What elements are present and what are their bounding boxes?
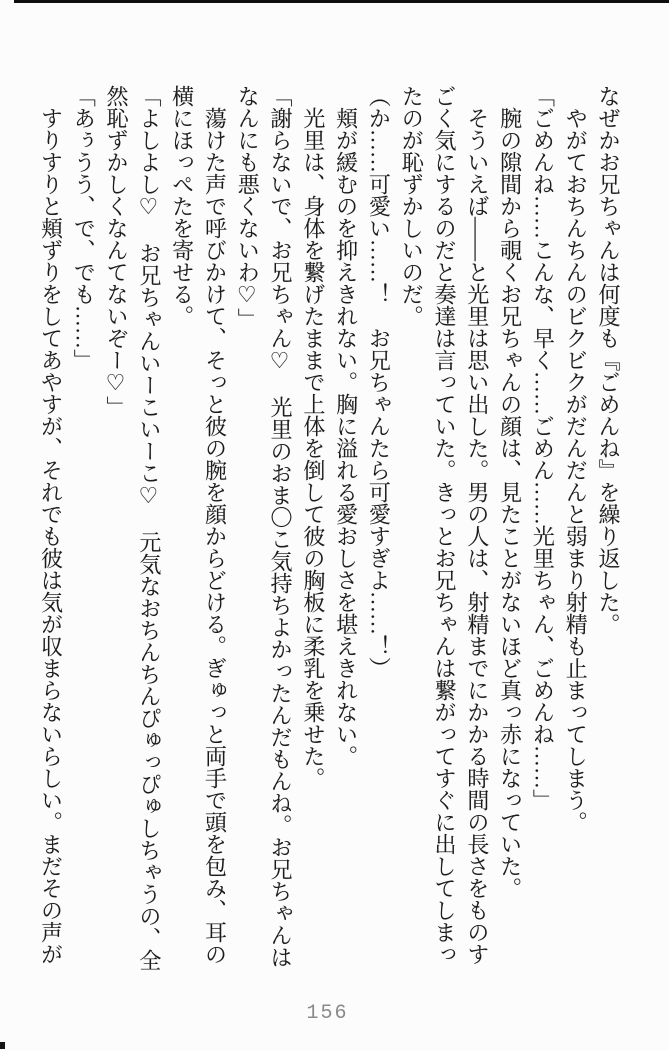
text-column: たのが恥ずかしいのだ。 xyxy=(399,85,425,327)
text-column: すりすりと頬ずりをしてあやすが、それでも彼は気が収まらないらしい。まだその声が xyxy=(38,85,64,965)
text-column: （か……可愛い……！ お兄ちゃんたら可愛すぎよ……！） xyxy=(366,85,392,679)
text-column: なぜかお兄ちゃんは何度も『ごめんね』を繰り返した。 xyxy=(596,85,621,635)
text-column: 蕩けた声で呼びかけて、そっと彼の腕を顔からどける。ぎゅっと両手で頭を包み、耳の xyxy=(202,85,228,965)
text-column: そういえば――と光里は思い出した。男の人は、射精までにかかる時間の長さをものす xyxy=(464,85,490,965)
text-column: 光里は、身体を繋げたままで上体を倒して彼の胸板に柔乳を乗せた。 xyxy=(300,85,326,789)
text-column: 「あぅうう、で、でも……」 xyxy=(71,85,97,371)
text-column: ごく気にするのだと奏達は言っていた。きっとお兄ちゃんは繋がってすぐに出してしまっ xyxy=(432,85,458,965)
text-column: 然恥ずかしくなんてないぞー♡」 xyxy=(104,85,130,418)
text-column: やがておちんちんのビクビクがだんだんと弱まり射精も止まってしまう。 xyxy=(563,85,589,833)
page-number: 156 xyxy=(306,1002,349,1025)
text-column: 「ごめんね……こんな、早く……ごめん……光里ちゃん、ごめんね……」 xyxy=(530,85,556,811)
text-column: 腕の隙間から覗くお兄ちゃんの顔は、見たことがないほど真っ赤になっていた。 xyxy=(497,85,523,899)
book-page-text xyxy=(34,85,624,971)
text-column: 頬が緩むのを抑えきれない。胸に溢れる愛おしさを堪えきれない。 xyxy=(333,85,359,767)
text-column: 「よしよし♡ お兄ちゃんいーこいーこ♡ 元気なおちんちんぴゅっぴゅしちゃうの、全 xyxy=(136,85,162,971)
text-column: 「謝らないで、お兄ちゃん♡ 光里のおま〇こ気持ちよかったんだもんね。お兄ちゃんは xyxy=(268,85,294,968)
scan-artifact-top-bar xyxy=(14,0,669,3)
text-column: なんにも悪くないわ♡」 xyxy=(235,85,261,330)
text-column: 横にほっぺたを寄せる。 xyxy=(169,85,195,327)
scan-artifact-speck xyxy=(0,1042,5,1049)
